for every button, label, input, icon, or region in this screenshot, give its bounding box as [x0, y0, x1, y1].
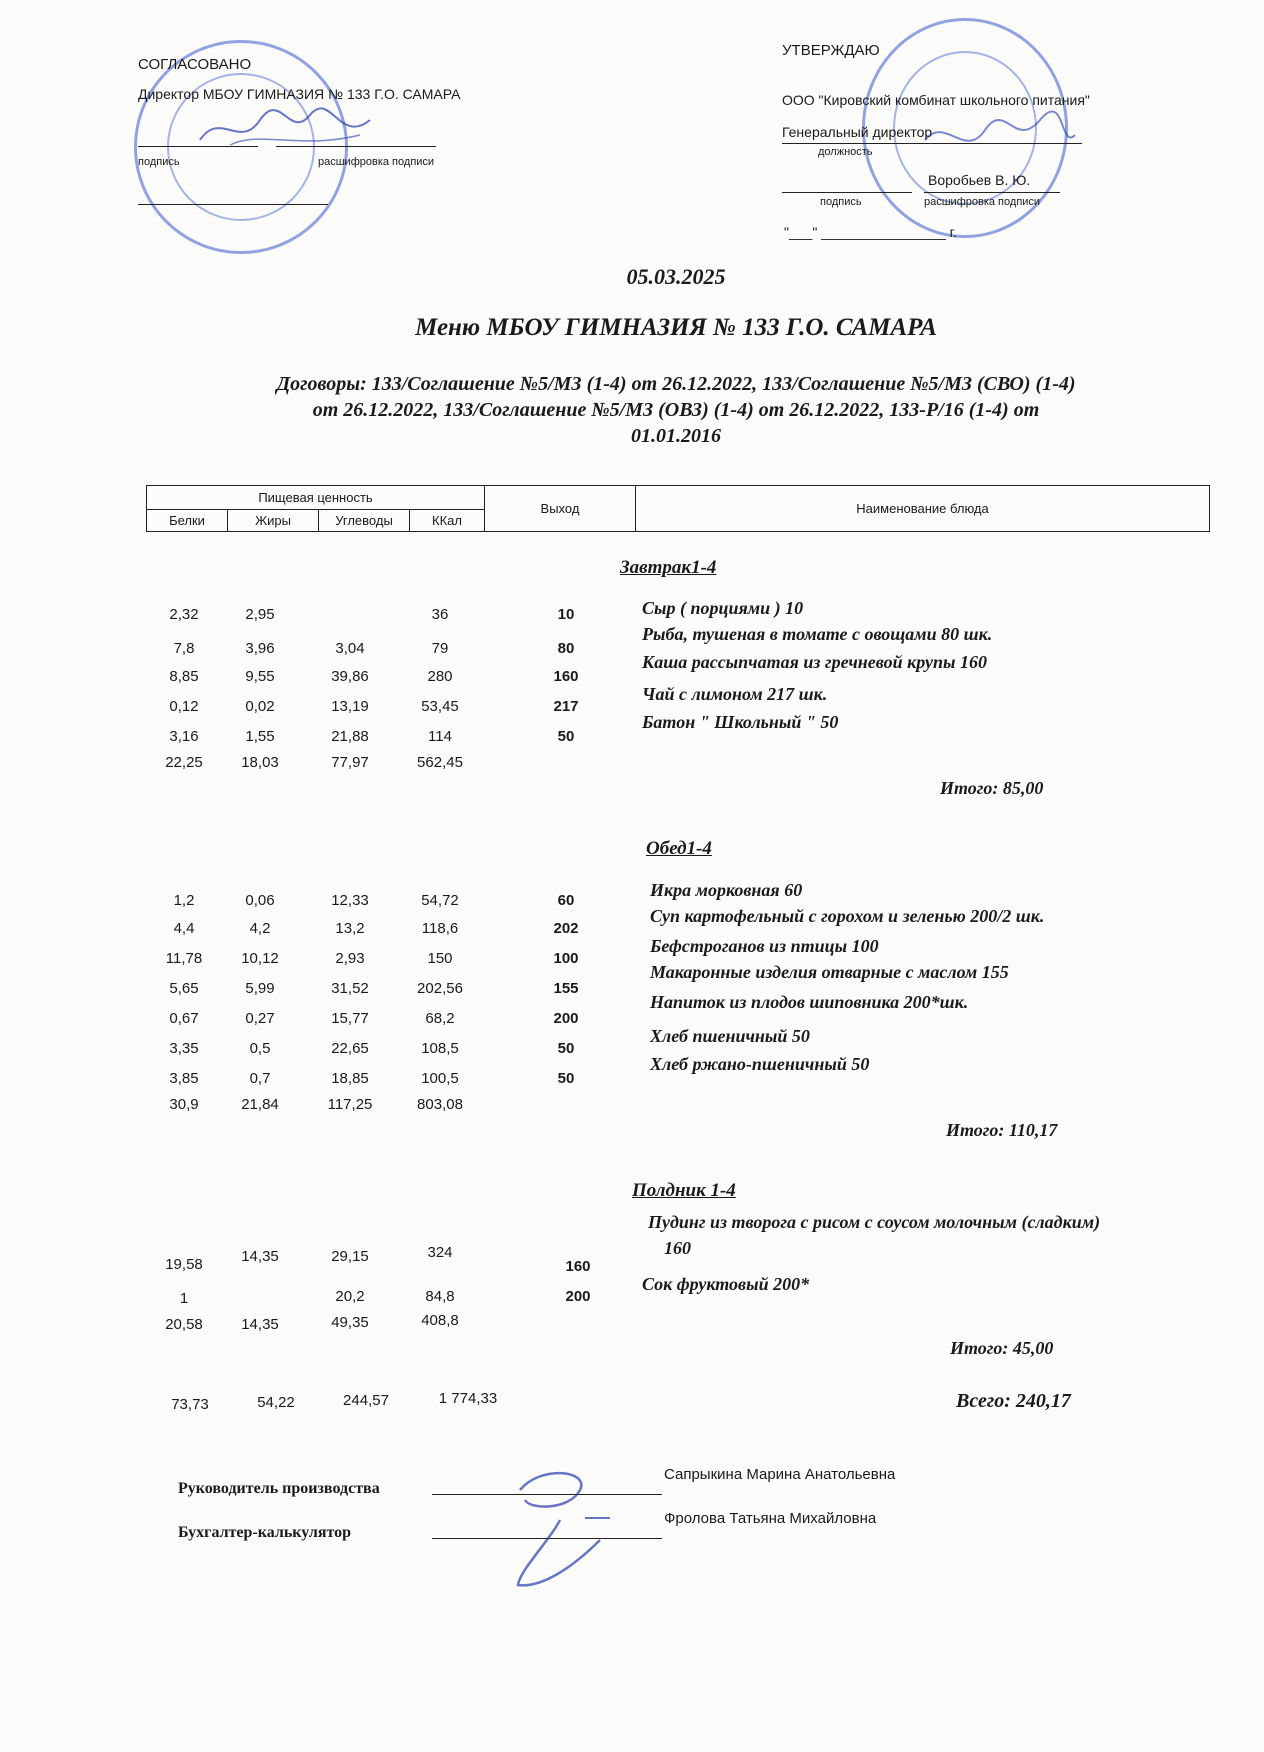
sum-proteins: 20,58: [165, 1316, 203, 1333]
cell-carbs: 15,77: [331, 1010, 369, 1027]
grand-total: Всего: 240,17: [956, 1390, 1071, 1412]
cell-carbs: 18,85: [331, 1070, 369, 1087]
cell-carbs: 12,33: [331, 892, 369, 909]
contracts-line-3: 01.01.2016: [631, 425, 721, 447]
cell-kcal: 53,45: [421, 698, 459, 715]
contracts-line-2: от 26.12.2022, 133/Соглашение №5/МЗ (ОВЗ) (1-4) от 26.12.2022, 133-Р/16 (1-4) от: [312, 399, 1040, 421]
cell-yield: 50: [557, 1070, 575, 1087]
sum-proteins: 22,25: [165, 754, 203, 771]
nutrition-header: Пищевая ценность: [147, 486, 485, 510]
approval-right-position: Генеральный директор: [782, 124, 933, 140]
footer-name-2: Фролова Татьяна Михайловна: [664, 1510, 877, 1527]
menu-title: Меню МБОУ ГИМНАЗИЯ № 133 Г.О. САМАРА: [415, 314, 937, 341]
cell-kcal: 36: [431, 606, 449, 623]
menu-table-header: [146, 485, 1210, 532]
sum-proteins: 30,9: [169, 1096, 199, 1113]
cell-carbs: 3,04: [335, 640, 365, 657]
cell-kcal: 202,56: [417, 980, 463, 997]
approval-left-position: Директор МБОУ ГИМНАЗИЯ № 133 Г.О. САМАРА: [138, 86, 461, 102]
cell-proteins: 4,4: [173, 920, 195, 937]
dish-name: Рыба, тушеная в томате с овощами 80 шк.: [642, 624, 993, 644]
cell-proteins: 19,58: [165, 1256, 203, 1273]
cell-yield: 50: [557, 1040, 575, 1057]
cell-carbs: 13,19: [331, 698, 369, 715]
dish-name: Пудинг из творога с рисом с соусом молочным (сладким): [648, 1212, 1101, 1232]
cell-kcal: 114: [428, 728, 452, 745]
footer-role-1: Руководитель производства: [178, 1480, 380, 1497]
cell-proteins: 7,8: [173, 640, 195, 657]
contracts-line-1: Договоры: 133/Соглашение №5/МЗ (1-4) от 26.12.2022, 133/Соглашение №5/МЗ (СВО) (1-4): [276, 373, 1076, 395]
cell-fats: 14,35: [241, 1248, 279, 1265]
cell-yield: 202: [553, 920, 579, 937]
grand-fats: 54,22: [257, 1394, 295, 1411]
dish-name: Хлеб пшеничный 50: [650, 1026, 810, 1046]
cell-proteins: 0,12: [169, 698, 199, 715]
cell-yield: 200: [553, 1010, 579, 1027]
cell-carbs: 13,2: [335, 920, 365, 937]
cell-fats: 5,99: [245, 980, 275, 997]
section-total: Итого: 85,00: [940, 778, 1044, 798]
footer-signature: [500, 1460, 630, 1600]
cell-kcal: 324: [427, 1244, 453, 1261]
col-carbs: Углеводы: [319, 510, 410, 532]
grand-kcal: 1 774,33: [438, 1390, 498, 1407]
cell-yield: 160: [565, 1258, 591, 1275]
footer-name-1: Сапрыкина Марина Анатольевна: [664, 1466, 896, 1483]
section-title: Обед1-4: [646, 838, 712, 859]
cell-proteins: 2,32: [169, 606, 199, 623]
cell-fats: 0,02: [245, 698, 275, 715]
cell-yield: 155: [553, 980, 579, 997]
cell-kcal: 118,6: [421, 920, 459, 937]
cell-proteins: 5,65: [169, 980, 199, 997]
sum-fats: 21,84: [241, 1096, 279, 1113]
cell-proteins: 8,85: [169, 668, 199, 685]
cell-fats: 3,96: [245, 640, 275, 657]
dish-name-header: Наименование блюда: [636, 486, 1210, 532]
grand-carbs: 244,57: [343, 1392, 389, 1409]
cell-proteins: 1,2: [173, 892, 195, 909]
dish-name: Макаронные изделия отварные с маслом 155: [650, 962, 1009, 982]
section-total: Итого: 110,17: [946, 1120, 1058, 1140]
cell-carbs: 21,88: [331, 728, 369, 745]
cell-fats: 0,7: [249, 1070, 271, 1087]
director-signature: [190, 100, 390, 160]
section-title: Завтрак1-4: [620, 557, 717, 578]
signature-caption-left: подпись: [138, 156, 180, 168]
sum-kcal: 408,8: [421, 1312, 459, 1329]
decode-caption-left: расшифровка подписи: [318, 156, 435, 168]
cell-kcal: 108,5: [421, 1040, 459, 1057]
col-proteins: Белки: [147, 510, 228, 532]
cell-carbs: 31,52: [331, 980, 369, 997]
sum-carbs: 49,35: [331, 1314, 369, 1331]
dish-name: Бефстроганов из птицы 100: [650, 936, 879, 956]
section-total: Итого: 45,00: [950, 1338, 1054, 1358]
cell-kcal: 79: [431, 640, 449, 657]
cell-kcal: 54,72: [421, 892, 459, 909]
dish-name: Икра морковная 60: [650, 880, 803, 900]
cell-fats: 4,2: [249, 920, 271, 937]
cell-fats: 0,27: [245, 1010, 275, 1027]
menu-date: 05.03.2025: [626, 264, 726, 289]
dish-name: Напиток из плодов шиповника 200*шк.: [650, 992, 969, 1012]
dish-name: Чай с лимоном 217 шк.: [642, 684, 828, 704]
cell-yield: 50: [557, 728, 575, 745]
sum-carbs: 117,25: [327, 1096, 373, 1113]
cell-fats: 2,95: [245, 606, 275, 623]
cell-proteins: 3,35: [169, 1040, 199, 1057]
cell-kcal: 84,8: [425, 1288, 455, 1305]
cell-fats: 9,55: [245, 668, 275, 685]
sum-kcal: 562,45: [417, 754, 463, 771]
approval-left-heading: СОГЛАСОВАНО: [138, 56, 252, 73]
cell-proteins: 11,78: [165, 950, 203, 967]
dish-name: Батон " Школьный " 50: [642, 712, 839, 732]
dish-name: Каша рассыпчатая из гречневой крупы 160: [642, 652, 987, 672]
sum-fats: 14,35: [241, 1316, 279, 1333]
col-fats: Жиры: [228, 510, 319, 532]
cell-fats: 1,55: [245, 728, 275, 745]
cell-yield: 160: [553, 668, 579, 685]
grand-proteins: 73,73: [171, 1396, 209, 1413]
dish-name: Суп картофельный с горохом и зеленью 200/2 шк.: [650, 906, 1045, 926]
cell-proteins: 3,16: [169, 728, 199, 745]
cell-yield: 10: [557, 606, 575, 623]
position-caption: должность: [818, 146, 873, 158]
cell-carbs: 2,93: [335, 950, 365, 967]
cell-proteins: 0,67: [169, 1010, 199, 1027]
signature-caption-right: подпись: [820, 196, 862, 208]
approval-date-line: "___" ________________ г.: [784, 224, 957, 240]
cell-yield: 217: [553, 698, 579, 715]
dish-name: Сок фруктовый 200*: [642, 1274, 810, 1294]
dish-name-continued: 160: [664, 1238, 691, 1258]
cell-yield: 100: [553, 950, 579, 967]
dish-name: Хлеб ржано-пшеничный 50: [650, 1054, 870, 1074]
cell-fats: 0,5: [249, 1040, 271, 1057]
approval-right-name: Воробьев В. Ю.: [928, 172, 1031, 188]
dish-name: Сыр ( порциями ) 10: [642, 598, 804, 618]
approval-right-org: ООО "Кировский комбинат школьного питания": [782, 92, 1090, 108]
cell-kcal: 68,2: [425, 1010, 455, 1027]
cell-kcal: 100,5: [421, 1070, 459, 1087]
sum-fats: 18,03: [241, 754, 279, 771]
general-director-signature: [920, 110, 1080, 170]
cell-carbs: 20,2: [335, 1288, 365, 1305]
yield-header: Выход: [485, 486, 636, 532]
sum-carbs: 77,97: [331, 754, 369, 771]
section-title: Полдник 1-4: [632, 1180, 736, 1201]
col-kcal: ККал: [410, 510, 485, 532]
cell-kcal: 150: [427, 950, 453, 967]
cell-fats: 0,06: [245, 892, 275, 909]
cell-carbs: 22,65: [331, 1040, 369, 1057]
decode-caption-right: расшифровка подписи: [924, 196, 1041, 208]
cell-carbs: 39,86: [331, 668, 369, 685]
cell-yield: 80: [557, 640, 575, 657]
approval-right-heading: УТВЕРЖДАЮ: [782, 42, 880, 59]
cell-fats: 10,12: [241, 950, 279, 967]
cell-kcal: 280: [427, 668, 453, 685]
footer-role-2: Бухгалтер-калькулятор: [178, 1524, 352, 1541]
sum-kcal: 803,08: [417, 1096, 463, 1113]
cell-carbs: 29,15: [331, 1248, 369, 1265]
cell-proteins: 3,85: [169, 1070, 199, 1087]
cell-yield: 60: [557, 892, 575, 909]
cell-proteins: 1: [179, 1290, 189, 1307]
cell-yield: 200: [565, 1288, 591, 1305]
